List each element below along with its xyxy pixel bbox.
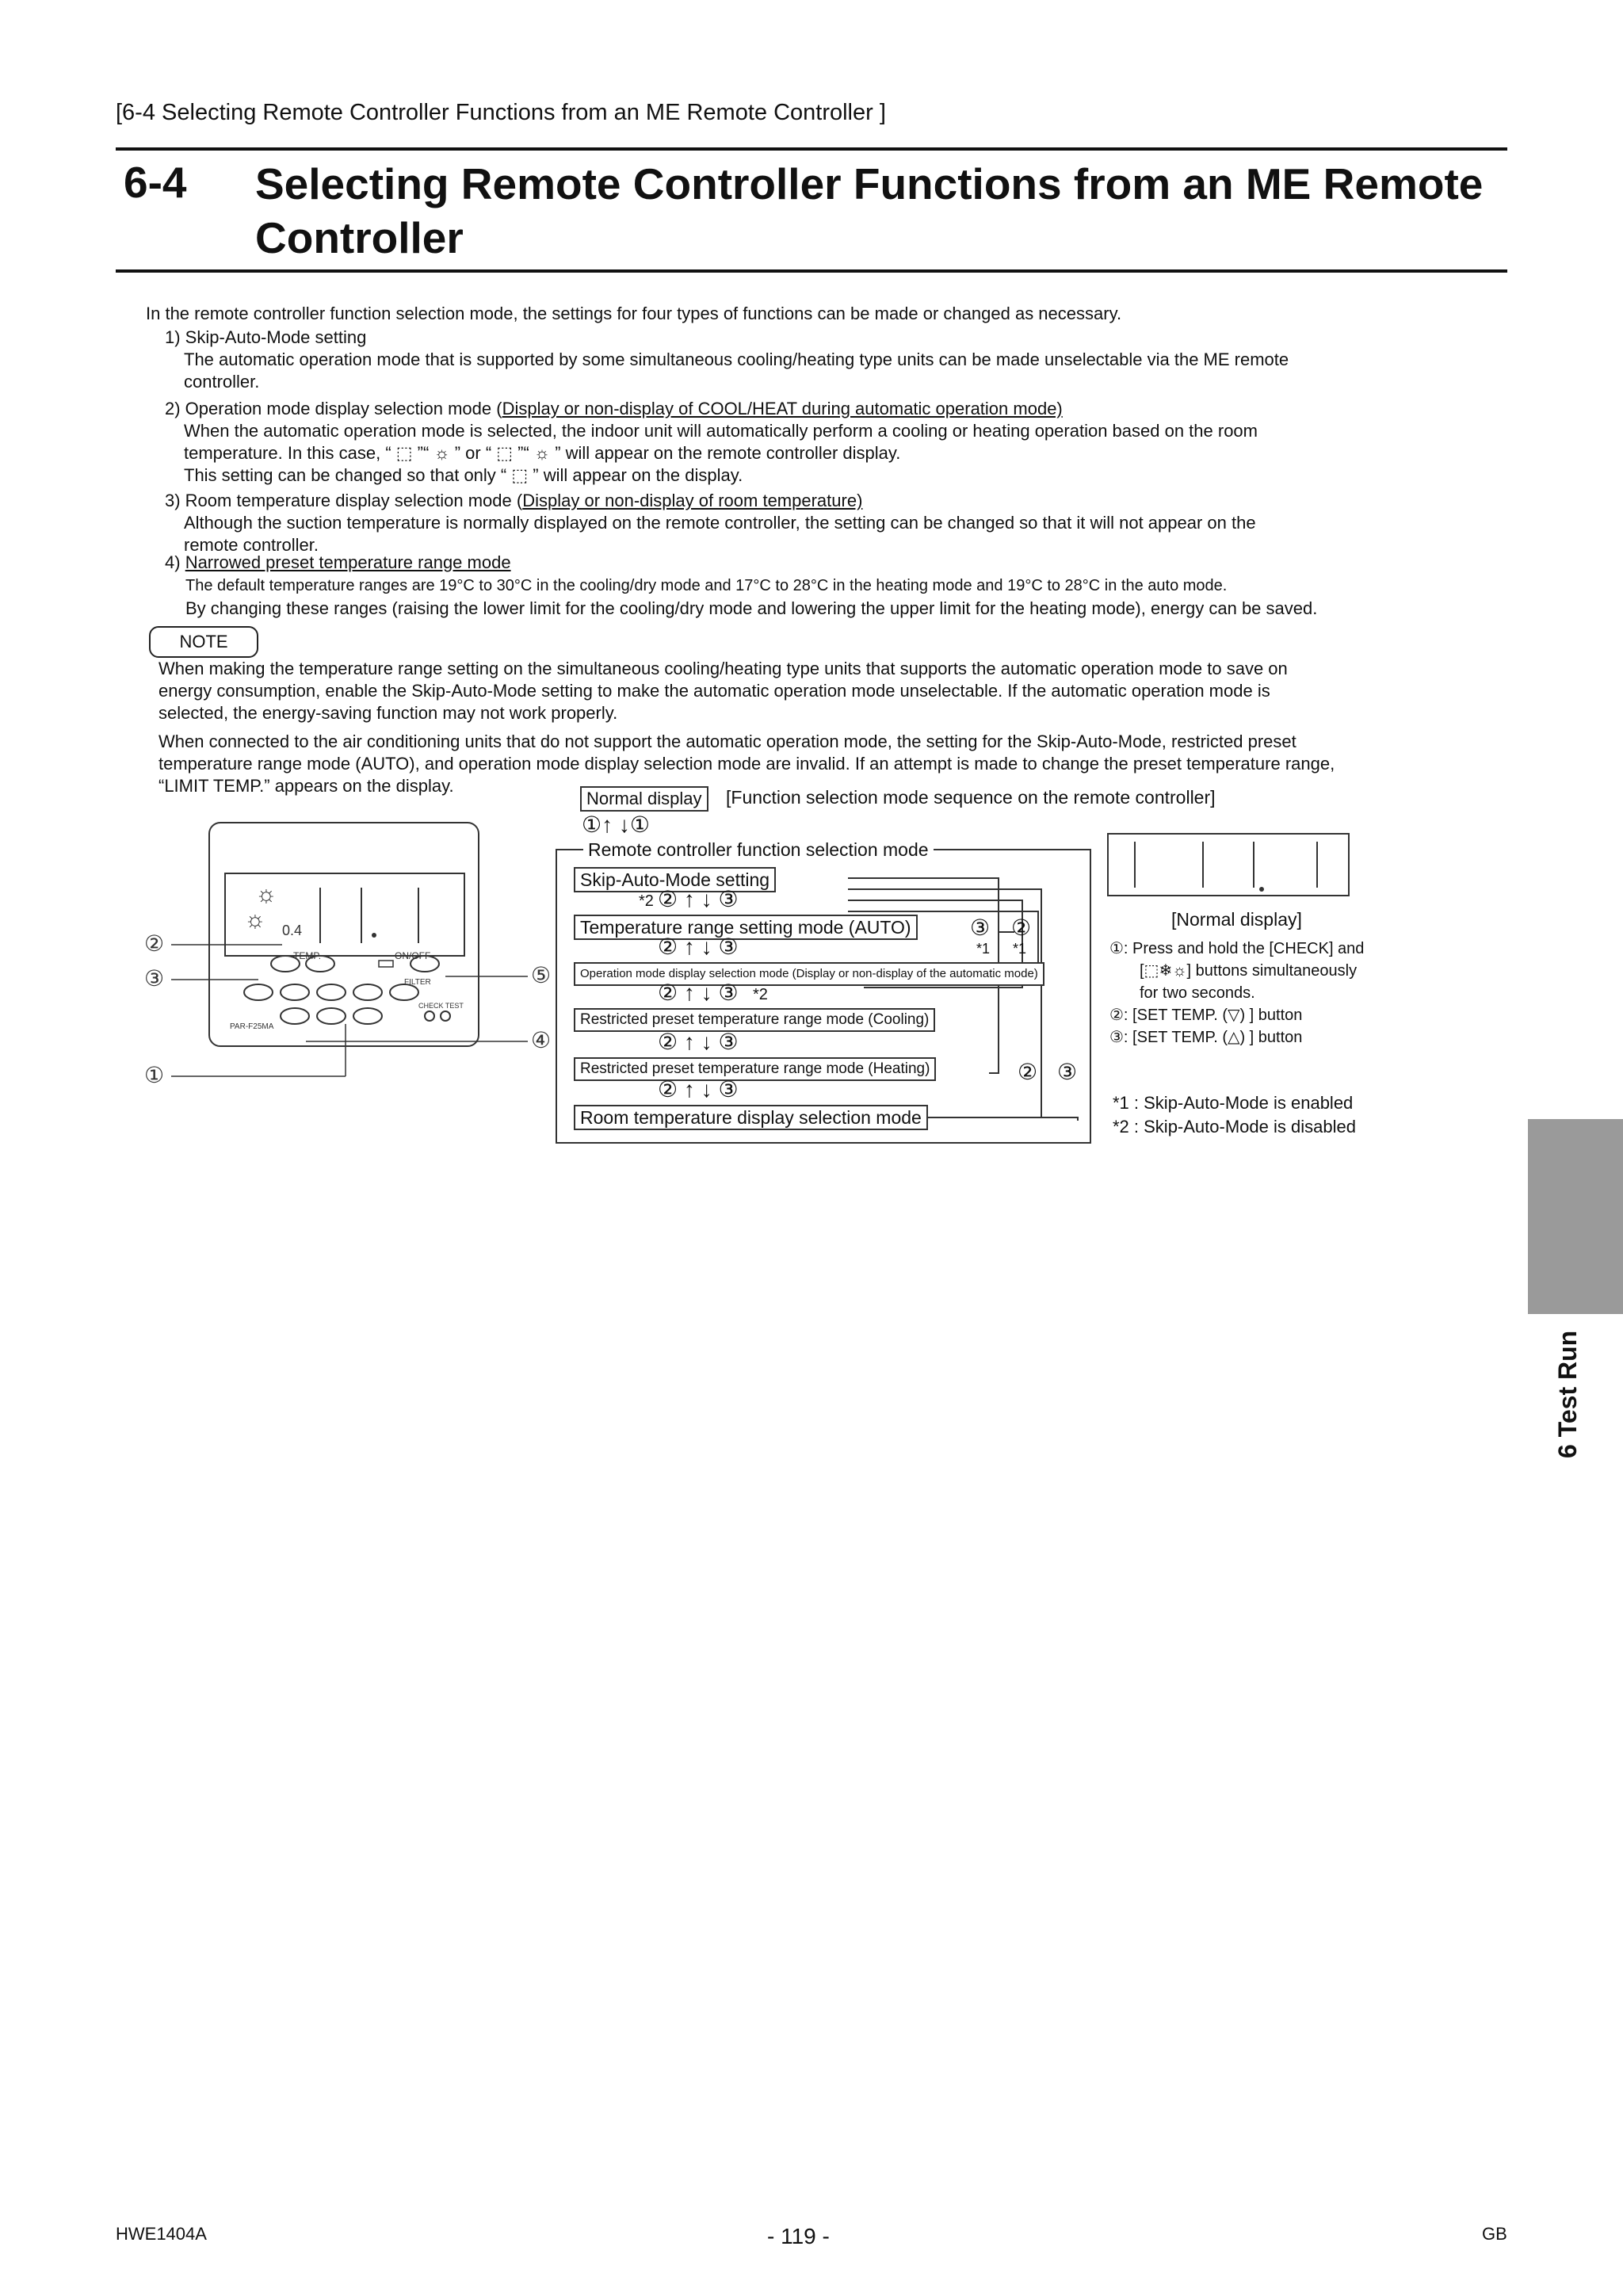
star-2: *2 <box>639 892 654 910</box>
mode-restricted-heating: Restricted preset temperature range mode (Heating) <box>574 1057 936 1081</box>
item-1-line: controller. <box>184 372 260 392</box>
callout-2: ② <box>144 931 165 956</box>
note-text: When making the temperature range setting on the simultaneous cooling/heating type units that supports the automatic operation mode to save on <box>158 659 1288 678</box>
header-rule-bottom <box>116 269 1507 273</box>
check-test-label: CHECK TEST <box>418 1002 464 1010</box>
step-arrows: ② ↑ ↓ ③ <box>658 1030 739 1054</box>
mode-button <box>244 984 273 1000</box>
fan-button <box>317 984 346 1000</box>
star-2: *2 <box>753 986 768 1003</box>
note-text: temperature range mode (AUTO), and operation mode display selection mode are invalid. If an attempt is made to change the preset temperature range, <box>158 754 1335 774</box>
normal-display-label: [Normal display] <box>1171 909 1302 930</box>
callout-1: ① <box>144 1063 165 1086</box>
note-text: selected, the energy-saving function may not work properly. <box>158 703 618 723</box>
top-arrows: ①↑ ↓① <box>582 812 650 837</box>
star-1: *1 <box>1013 941 1027 957</box>
remote-controller-figure <box>139 808 567 1086</box>
region-code: GB <box>1482 2224 1507 2244</box>
item-2-line: temperature. In this case, “ ⬚ ”“ ☼ ” or “ ⬚ ”“ ☼ ” will appear on the remote controller display. <box>184 443 901 463</box>
loop-c3: ③ <box>970 915 991 940</box>
loop-c3: ③ <box>1057 1060 1078 1084</box>
mode-temp-range-auto: Temperature range setting mode (AUTO) <box>574 915 918 940</box>
item-4-line: The default temperature ranges are 19°C to 30°C in the cooling/dry mode and 17°C to 28°C in the heating mode and 19°C to 28°C in the auto mode. <box>185 577 1228 594</box>
note-label: NOTE <box>149 626 258 658</box>
vane-button <box>353 984 382 1000</box>
item-1-line: The automatic operation mode that is supported by some simultaneous cooling/heating type units can be made unselectable via the ME remote <box>184 350 1289 369</box>
step-arrows: ② ↑ ↓ ③ <box>658 980 739 1005</box>
doc-code: HWE1404A <box>116 2224 207 2244</box>
item-2-title: 2) Operation mode display selection mode (Display or non-display of COOL/HEAT during automatic operation mode) <box>165 399 1063 418</box>
normal-display-figure <box>1106 832 1352 899</box>
legend-line: ③: [SET TEMP. (△) ] button <box>1109 1029 1303 1046</box>
footnote: *2 : Skip-Auto-Mode is disabled <box>1113 1117 1356 1137</box>
set-up-button <box>317 1008 346 1024</box>
star-1: *1 <box>976 941 991 957</box>
filter-label: FILTER <box>404 978 431 987</box>
onoff-label: ON/OFF <box>395 950 431 961</box>
intro-text: In the remote controller function selection mode, the settings for four types of functions can be made or changed as necessary. <box>146 304 1122 323</box>
temp-label: TEMP. <box>293 950 322 961</box>
callout-3: ③ <box>144 966 165 991</box>
callout-5: ⑤ <box>531 963 552 988</box>
footnote: *1 : Skip-Auto-Mode is enabled <box>1113 1093 1354 1113</box>
loop-c2: ② <box>1011 915 1032 940</box>
temp-down-button <box>271 956 300 972</box>
item-4-line: By changing these ranges (raising the lower limit for the cooling/dry mode and lowering the upper limit for the heating mode), energy can be saved. <box>185 598 1318 618</box>
side-tab-label: 6 Test Run <box>1553 1330 1582 1458</box>
legend-line: ②: [SET TEMP. (▽) ] button <box>1109 1007 1303 1024</box>
test-button <box>441 1011 450 1021</box>
timer-button <box>281 984 309 1000</box>
step-arrows: ② ↑ ↓ ③ <box>658 934 739 959</box>
section-number: 6-4 <box>124 158 187 207</box>
legend-line: [⬚❄☼] buttons simultaneously <box>1140 962 1358 980</box>
page-number: - 119 - <box>767 2224 830 2248</box>
sequence-caption: [Function selection mode sequence on the remote controller] <box>726 787 1216 808</box>
note-text: When connected to the air conditioning units that do not support the automatic operation mode, the setting for the Skip-Auto-Mode, restricted preset <box>158 732 1296 751</box>
model-label: PAR-F25MA <box>230 1022 274 1031</box>
group-title: Remote controller function selection mode <box>583 839 934 861</box>
legend-line: for two seconds. <box>1140 984 1255 1002</box>
callout-4: ④ <box>531 1028 552 1052</box>
item-2-line: This setting can be changed so that only “ ⬚ ” will appear on the display. <box>184 465 743 485</box>
item-2-line: When the automatic operation mode is selected, the indoor unit will automatically perform a cooling or heating operation based on the room <box>184 421 1258 441</box>
mode-skip-auto: Skip-Auto-Mode setting <box>574 867 776 892</box>
item-3-line: Although the suction temperature is normally displayed on the remote controller, the setting can be changed so that it will not appear on the <box>184 513 1256 533</box>
item-3-line: remote controller. <box>184 535 319 555</box>
step-arrows: ② ↑ ↓ ③ <box>658 1077 739 1102</box>
step-arrows: ② ↑ ↓ ③ <box>658 887 739 911</box>
page-title: Selecting Remote Controller Functions from an ME Remote Controller <box>255 159 1484 262</box>
mode-room-temp-display: Room temperature display selection mode <box>574 1105 928 1130</box>
check-button <box>425 1011 434 1021</box>
legend-line: ①: Press and hold the [CHECK] and <box>1109 940 1365 957</box>
item-1-title: 1) Skip-Auto-Mode setting <box>165 327 367 347</box>
loop-c2: ② <box>1018 1060 1038 1084</box>
display-digits: 0.4 <box>282 923 303 938</box>
sun-icon: ☼ <box>255 881 277 907</box>
filter-button <box>390 984 418 1000</box>
normal-display-box: Normal display <box>580 786 708 812</box>
note-text: energy consumption, enable the Skip-Auto-Mode setting to make the automatic operation mode unselectable. If the automatic operation mode is <box>158 681 1270 701</box>
mode-restricted-cooling: Restricted preset temperature range mode (Cooling) <box>574 1008 935 1032</box>
item-4-title: 4) Narrowed preset temperature range mode <box>165 552 511 572</box>
set-down-button <box>281 1008 309 1024</box>
mode-operation-display: Operation mode display selection mode (Display or non-display of the automatic mode) <box>574 962 1044 986</box>
side-tab-marker <box>1528 1119 1623 1314</box>
breadcrumb: [6-4 Selecting Remote Controller Functions from an ME Remote Controller ] <box>116 100 886 125</box>
item-3-title: 3) Room temperature display selection mode (Display or non-display of room temperature) <box>165 491 863 510</box>
note-text: “LIMIT TEMP.” appears on the display. <box>158 776 454 796</box>
header-rule-top <box>116 147 1507 151</box>
sun-icon: ☼ <box>244 907 266 933</box>
